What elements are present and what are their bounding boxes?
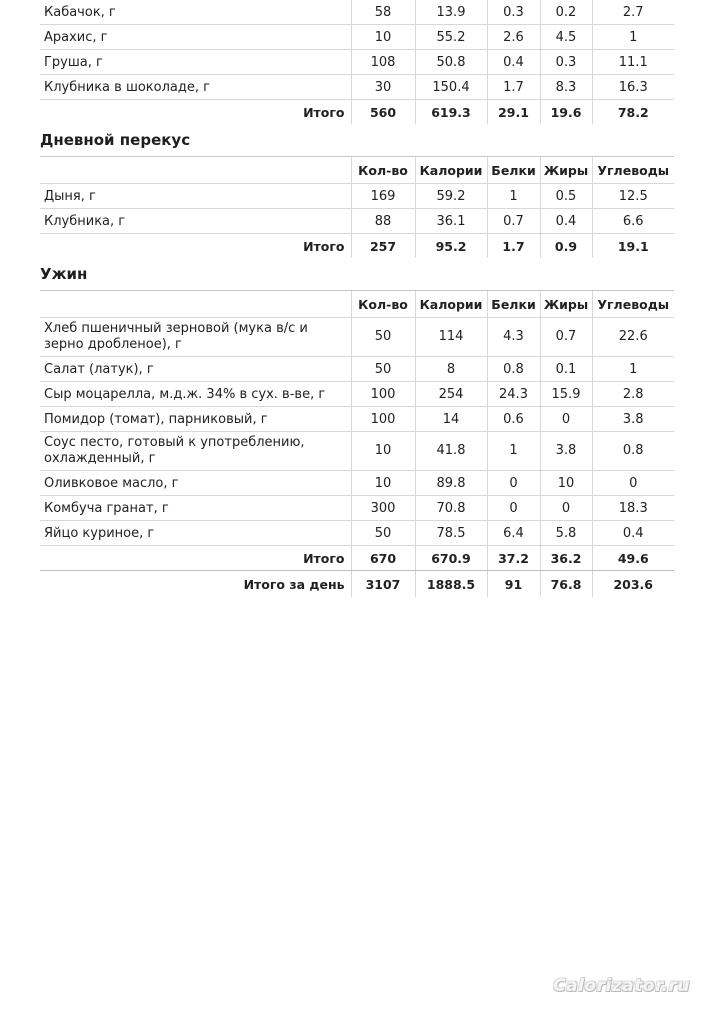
protein-cell: 24.3 <box>487 382 540 407</box>
fat-cell: 5.8 <box>540 521 592 546</box>
day-total-kcal: 1888.5 <box>415 571 487 598</box>
protein-cell: 0 <box>487 496 540 521</box>
carb-cell: 3.8 <box>592 407 674 432</box>
fat-cell: 0.3 <box>540 50 592 75</box>
total-carb: 78.2 <box>592 100 674 125</box>
col-protein: Белки <box>487 291 540 318</box>
col-kcal: Калории <box>415 157 487 184</box>
fat-cell: 15.9 <box>540 382 592 407</box>
day-total-fat: 76.8 <box>540 571 592 598</box>
qty-cell: 100 <box>351 407 415 432</box>
site-watermark: Calorizator.ru <box>553 976 690 996</box>
table-row <box>40 471 674 496</box>
food-name: Яйцо куриное, г <box>40 521 351 546</box>
carb-cell: 1 <box>592 357 674 382</box>
protein-cell: 1 <box>487 432 540 471</box>
food-name: Соус песто, готовый к употреблению, охлажденный, г <box>40 432 351 471</box>
day-total-protein: 91 <box>487 571 540 598</box>
carb-cell: 1 <box>592 25 674 50</box>
food-name: Оливковое масло, г <box>40 471 351 496</box>
total-row <box>40 234 674 259</box>
kcal-cell: 150.4 <box>415 75 487 100</box>
fat-cell: 0.4 <box>540 209 592 234</box>
food-name: Кабачок, г <box>40 0 351 25</box>
total-kcal: 95.2 <box>415 234 487 259</box>
fat-cell: 0 <box>540 496 592 521</box>
qty-cell: 10 <box>351 471 415 496</box>
qty-cell: 88 <box>351 209 415 234</box>
kcal-cell: 70.8 <box>415 496 487 521</box>
kcal-cell: 14 <box>415 407 487 432</box>
day-total-row <box>40 571 674 598</box>
carb-cell: 0 <box>592 471 674 496</box>
carb-cell: 18.3 <box>592 496 674 521</box>
kcal-cell: 59.2 <box>415 184 487 209</box>
col-qty: Кол-во <box>351 157 415 184</box>
food-name: Дыня, г <box>40 184 351 209</box>
total-carb: 49.6 <box>592 546 674 571</box>
table-row <box>40 184 674 209</box>
table-row <box>40 318 674 357</box>
day-total-qty: 3107 <box>351 571 415 598</box>
table-row <box>40 357 674 382</box>
table-row <box>40 25 674 50</box>
table-header <box>40 291 674 318</box>
qty-cell: 169 <box>351 184 415 209</box>
previous-meal-table <box>40 0 674 124</box>
table-header <box>40 157 674 184</box>
qty-cell: 30 <box>351 75 415 100</box>
protein-cell: 0.3 <box>487 0 540 25</box>
protein-cell: 4.3 <box>487 318 540 357</box>
col-qty: Кол-во <box>351 291 415 318</box>
total-fat: 0.9 <box>540 234 592 259</box>
kcal-cell: 89.8 <box>415 471 487 496</box>
snack-table <box>40 156 674 258</box>
table-row <box>40 50 674 75</box>
kcal-cell: 8 <box>415 357 487 382</box>
table-row <box>40 521 674 546</box>
col-carb: Углеводы <box>592 291 674 318</box>
protein-cell: 2.6 <box>487 25 540 50</box>
carb-cell: 11.1 <box>592 50 674 75</box>
kcal-cell: 254 <box>415 382 487 407</box>
table-row <box>40 407 674 432</box>
table-row <box>40 0 674 25</box>
fat-cell: 0.1 <box>540 357 592 382</box>
day-total-carb: 203.6 <box>592 571 674 598</box>
fat-cell: 8.3 <box>540 75 592 100</box>
total-row <box>40 100 674 125</box>
total-kcal: 619.3 <box>415 100 487 125</box>
fat-cell: 4.5 <box>540 25 592 50</box>
col-carb: Углеводы <box>592 157 674 184</box>
food-name: Хлеб пшеничный зерновой (мука в/с и зерно дробленое), г <box>40 318 351 357</box>
col-fat: Жиры <box>540 157 592 184</box>
dinner-title: Ужин <box>40 265 88 283</box>
carb-cell: 0.8 <box>592 432 674 471</box>
carb-cell: 6.6 <box>592 209 674 234</box>
total-fat: 19.6 <box>540 100 592 125</box>
table-row <box>40 75 674 100</box>
qty-cell: 10 <box>351 25 415 50</box>
food-name: Помидор (томат), парниковый, г <box>40 407 351 432</box>
table-row <box>40 432 674 471</box>
total-fat: 36.2 <box>540 546 592 571</box>
food-name: Салат (латук), г <box>40 357 351 382</box>
snack-title: Дневной перекус <box>40 131 191 149</box>
protein-cell: 0.6 <box>487 407 540 432</box>
carb-cell: 0.4 <box>592 521 674 546</box>
total-kcal: 670.9 <box>415 546 487 571</box>
total-label: Итого <box>303 238 345 254</box>
total-carb: 19.1 <box>592 234 674 259</box>
total-row <box>40 546 674 571</box>
protein-cell: 0 <box>487 471 540 496</box>
total-protein: 29.1 <box>487 100 540 125</box>
food-name: Клубника, г <box>40 209 351 234</box>
total-qty: 670 <box>351 546 415 571</box>
qty-cell: 300 <box>351 496 415 521</box>
kcal-cell: 13.9 <box>415 0 487 25</box>
qty-cell: 58 <box>351 0 415 25</box>
carb-cell: 2.7 <box>592 0 674 25</box>
qty-cell: 50 <box>351 318 415 357</box>
protein-cell: 0.8 <box>487 357 540 382</box>
meal-log <box>40 0 674 597</box>
food-name: Груша, г <box>40 50 351 75</box>
food-name: Комбуча гранат, г <box>40 496 351 521</box>
total-label: Итого <box>40 546 351 571</box>
protein-cell: 1.7 <box>487 75 540 100</box>
total-qty: 560 <box>351 100 415 125</box>
qty-cell: 50 <box>351 357 415 382</box>
fat-cell: 0 <box>540 407 592 432</box>
table-row <box>40 496 674 521</box>
qty-cell: 100 <box>351 382 415 407</box>
food-name: Сыр моцарелла, м.д.ж. 34% в сух. в-ве, г <box>40 382 351 407</box>
food-name: Клубника в шоколаде, г <box>40 75 351 100</box>
total-protein: 37.2 <box>487 546 540 571</box>
qty-cell: 108 <box>351 50 415 75</box>
protein-cell: 6.4 <box>487 521 540 546</box>
table-row <box>40 382 674 407</box>
day-total-label: Итого за день <box>243 576 345 592</box>
total-qty: 257 <box>351 234 415 259</box>
qty-cell: 10 <box>351 432 415 471</box>
protein-cell: 1 <box>487 184 540 209</box>
food-name: Арахис, г <box>40 25 351 50</box>
fat-cell: 0.5 <box>540 184 592 209</box>
kcal-cell: 41.8 <box>415 432 487 471</box>
col-kcal: Калории <box>415 291 487 318</box>
table-row <box>40 209 674 234</box>
protein-cell: 0.7 <box>487 209 540 234</box>
carb-cell: 2.8 <box>592 382 674 407</box>
qty-cell: 50 <box>351 521 415 546</box>
kcal-cell: 114 <box>415 318 487 357</box>
fat-cell: 3.8 <box>540 432 592 471</box>
col-protein: Белки <box>487 157 540 184</box>
col-fat: Жиры <box>540 291 592 318</box>
total-protein: 1.7 <box>487 234 540 259</box>
kcal-cell: 36.1 <box>415 209 487 234</box>
kcal-cell: 78.5 <box>415 521 487 546</box>
fat-cell: 10 <box>540 471 592 496</box>
carb-cell: 16.3 <box>592 75 674 100</box>
fat-cell: 0.7 <box>540 318 592 357</box>
fat-cell: 0.2 <box>540 0 592 25</box>
dinner-table <box>40 290 674 597</box>
kcal-cell: 50.8 <box>415 50 487 75</box>
kcal-cell: 55.2 <box>415 25 487 50</box>
carb-cell: 22.6 <box>592 318 674 357</box>
protein-cell: 0.4 <box>487 50 540 75</box>
carb-cell: 12.5 <box>592 184 674 209</box>
total-label: Итого <box>303 104 345 120</box>
